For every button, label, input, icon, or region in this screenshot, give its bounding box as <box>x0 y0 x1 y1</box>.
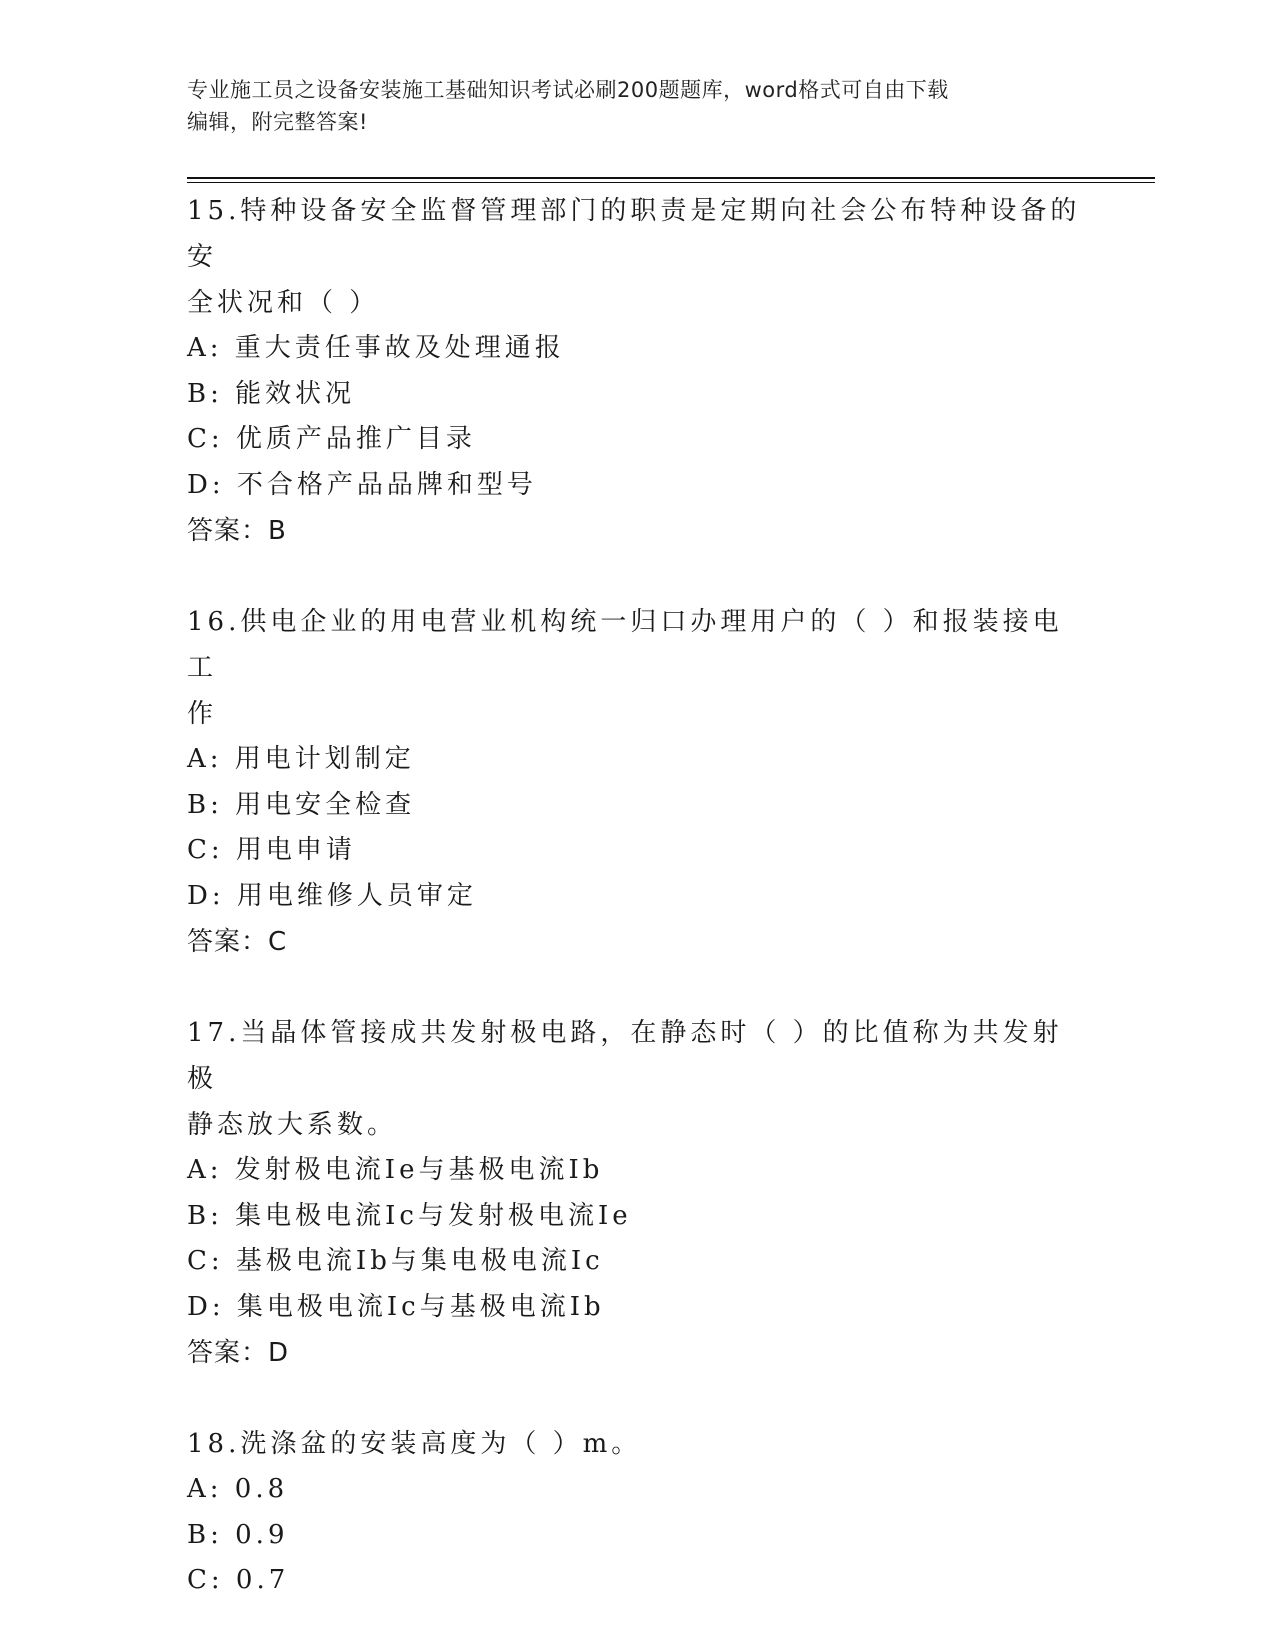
header-divider-thick <box>187 177 1155 179</box>
question-stem: 17.当晶体管接成共发射极电路，在静态时（ ）的比值称为共发射极 <box>187 1018 1063 1094</box>
option-c: C: 基极电流Ib与集电极电流Ic <box>187 1246 604 1276</box>
option-b: B: 能效状况 <box>187 378 356 409</box>
question-15 <box>187 188 1087 554</box>
option-a: A: 发射极电流Ie与基极电流Ib <box>187 1155 604 1185</box>
option-d: D: 集电极电流Ic与基极电流Ib <box>187 1291 605 1322</box>
option-c: C: 0.7 <box>187 1565 290 1595</box>
document-header <box>187 74 1087 138</box>
question-18 <box>187 1421 1087 1604</box>
question-stem: 16.供电企业的用电营业机构统一归口办理用户的（ ）和报装接电工 <box>187 607 1063 683</box>
option-a: A: 用电计划制定 <box>187 744 415 774</box>
option-b: B: 用电安全检查 <box>187 789 416 820</box>
answer: 答案：D <box>187 1338 290 1368</box>
header-line-2: 编辑，附完整答案! <box>187 110 368 134</box>
question-stem-continued: 作 <box>187 699 218 729</box>
option-d: D: 不合格产品品牌和型号 <box>187 469 537 500</box>
answer: 答案：C <box>187 927 288 957</box>
question-stem: 18.洗涤盆的安装高度为（ ）m。 <box>187 1429 642 1459</box>
option-b: B: 0.9 <box>187 1519 289 1550</box>
question-17 <box>187 1010 1087 1376</box>
header-line-1: 专业施工员之设备安装施工基础知识考试必刷200题题库，word格式可自由下载 <box>187 78 949 102</box>
option-b: B: 集电极电流Ic与发射极电流Ie <box>187 1200 632 1231</box>
option-c: C: 优质产品推广目录 <box>187 424 476 454</box>
option-c: C: 用电申请 <box>187 835 356 865</box>
answer: 答案：B <box>187 516 287 546</box>
question-stem-continued: 静态放大系数。 <box>187 1110 398 1140</box>
option-d: D: 用电维修人员审定 <box>187 880 477 911</box>
question-list <box>187 188 1087 1649</box>
question-stem: 15.特种设备安全监督管理部门的职责是定期向社会公布特种设备的安 <box>187 196 1081 272</box>
header-divider-thin <box>187 182 1155 183</box>
option-a: A: 0.8 <box>187 1474 289 1504</box>
question-16 <box>187 599 1087 965</box>
option-a: A: 重大责任事故及处理通报 <box>187 333 565 363</box>
question-stem-continued: 全状况和（ ） <box>187 288 380 318</box>
